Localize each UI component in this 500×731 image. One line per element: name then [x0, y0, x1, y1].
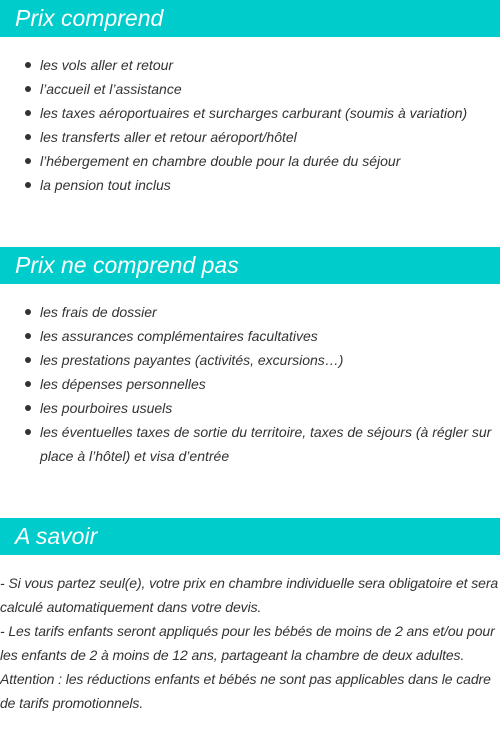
excluded-list	[0, 300, 500, 468]
info-line: - Les tarifs enfants seront appliqués pour les bébés de moins de 2 ans et/ou pour les enfants de 2 à moins de 12 ans, partageant la chambre de deux adultes.	[0, 623, 495, 663]
list-item: les dépenses personnelles	[0, 372, 500, 396]
list-item: les pourboires usuels	[0, 396, 500, 420]
info-text	[0, 571, 500, 715]
list-item: la pension tout inclus	[0, 173, 500, 197]
list-item: les prestations payantes (activités, excursions…)	[0, 348, 500, 372]
excluded-header: Prix ne comprend pas	[0, 247, 500, 284]
list-item: les transferts aller et retour aéroport/hôtel	[0, 125, 500, 149]
included-list	[0, 53, 500, 197]
info-header: A savoir	[0, 518, 500, 555]
info-line: Attention : les réductions enfants et bébés ne sont pas applicables dans le cadre de tarifs promotionnels.	[0, 671, 491, 711]
info-line: - Si vous partez seul(e), votre prix en chambre individuelle sera obligatoire et sera calculé automatiquement dans votre devis.	[0, 575, 499, 615]
list-item: l’hébergement en chambre double pour la durée du séjour	[0, 149, 500, 173]
list-item: les frais de dossier	[0, 300, 500, 324]
list-item: les taxes aéroportuaires et surcharges carburant (soumis à variation)	[0, 101, 500, 125]
list-item: les vols aller et retour	[0, 53, 500, 77]
included-header: Prix comprend	[0, 0, 500, 37]
list-item: l’accueil et l’assistance	[0, 77, 500, 101]
list-item: les assurances complémentaires facultatives	[0, 324, 500, 348]
list-item: les éventuelles taxes de sortie du territoire, taxes de séjours (à régler sur place à l’hôtel) et visa d’entrée	[0, 420, 500, 468]
